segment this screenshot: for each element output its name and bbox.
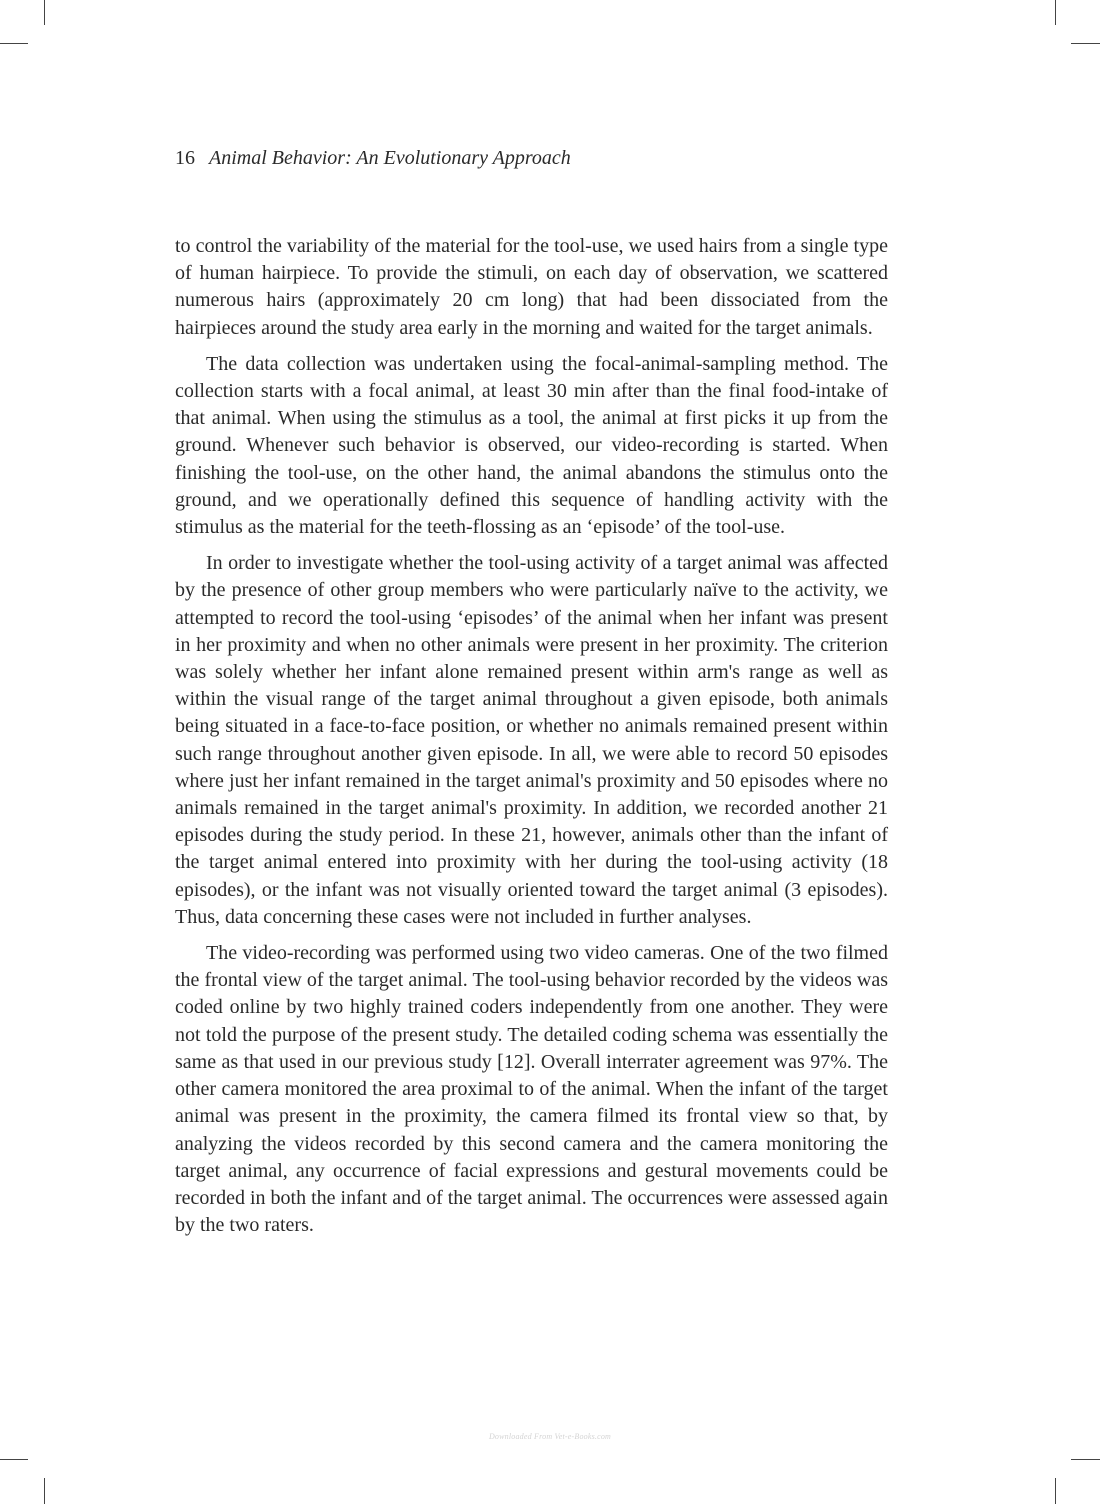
paragraph-4: The video-recording was performed using two video cameras. One of the two filmed the frontal view of the target animal. The tool-using behavior recorded by the videos was coded online by two highly trained coders independently from one another. They were not told the purpose of the present study. The detailed coding schema was essentially the same as that used in our previous study [12]. Overall interrater agreement was 97%. The other camera monitored the area proximal to of the animal. When the infant of the target animal was present in the proximity, the camera filmed its frontal view so that, by analyzing the videos recorded by this second camera and the camera monitoring the target animal, any occurrence of facial expressions and gestural movements could be recorded in both the infant and of the target animal. The occurrences were assessed again by the two raters. bbox=[175, 942, 888, 1237]
crop-mark-bottom-left-horizontal bbox=[0, 1459, 28, 1460]
book-title: Animal Behavior: An Evolutionary Approach bbox=[209, 147, 571, 169]
crop-mark-top-left-vertical bbox=[44, 0, 45, 25]
download-watermark: Downloaded From Vet-e-Books.com bbox=[488, 1432, 612, 1441]
running-head bbox=[175, 144, 571, 172]
crop-mark-bottom-right-vertical bbox=[1055, 1478, 1056, 1504]
body-text bbox=[175, 233, 888, 1248]
crop-mark-bottom-left-vertical bbox=[44, 1478, 45, 1504]
crop-mark-top-right-vertical bbox=[1055, 0, 1056, 25]
paragraph-1: to control the variability of the material for the tool-use, we used hairs from a single type of human hairpiece. To provide the stimuli, on each day of observation, we scattered numerous hairs (approximately 20 cm long) that had been dissociated from the hairpieces around the study area early in the morning and waited for the target animals. bbox=[175, 235, 888, 339]
paragraph-3: In order to investigate whether the tool-using activity of a target animal was affected by the presence of other group members who were particularly naïve to the activity, we attempted to record the tool-using ‘episodes’ of the animal when her infant was present in her proximity and when no other animals were present in her proximity. The criterion was solely whether her infant alone remained present within arm's range as well as within the visual range of the target animal throughout a given episode, both animals being situated in a face-to-face position, or whether no animals remained present within such range throughout another given episode. In all, we were able to record 50 episodes where just her infant remained in the target animal's proximity and 50 episodes where no animals remained in the target animal's proximity. In addition, we recorded another 21 episodes during the study period. In these 21, however, animals other than the infant of the target animal entered into proximity with her during the tool-using activity (18 episodes), or the infant was not visually oriented toward the target animal (3 episodes). Thus, data concerning these cases were not included in further analyses. bbox=[175, 552, 888, 928]
paragraph-2: The data collection was undertaken using the focal-animal-sampling method. The collection starts with a focal animal, at least 30 min after than the final food-intake of that animal. When using the stimulus as a tool, the animal at first picks it up from the ground. Whenever such behavior is observed, our video-recording is started. When finishing the tool-use, on the other hand, the animal abandons the stimulus onto the ground, and we operationally defined this sequence of handling activity with the stimulus as the material for the teeth-flossing as an ‘episode’ of the tool-use. bbox=[175, 352, 888, 539]
crop-mark-bottom-right-horizontal bbox=[1071, 1459, 1100, 1460]
crop-mark-top-left-horizontal bbox=[0, 43, 28, 44]
crop-mark-top-right-horizontal bbox=[1071, 43, 1100, 44]
page-number: 16 bbox=[175, 147, 195, 169]
